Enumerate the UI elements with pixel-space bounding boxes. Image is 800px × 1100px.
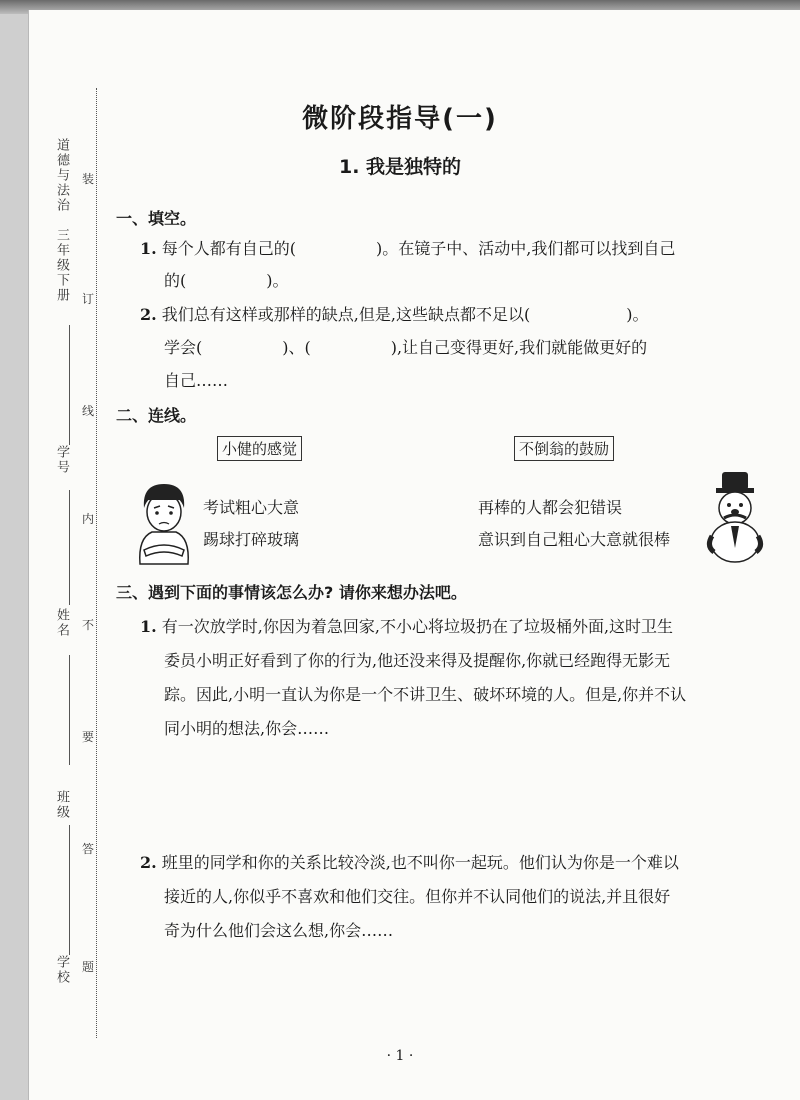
boy-arms-crossed-icon — [134, 478, 194, 566]
q3-2-line-1 — [140, 850, 679, 873]
section-2-heading: 二、连线。 — [116, 406, 197, 425]
q3-2-text-1: 班里的同学和你的关系比较冷淡,也不叫你一起玩。他们认为你是一个难以 — [161, 853, 679, 872]
field-line-class — [69, 655, 70, 765]
q1-2-line-3: 自己…… — [164, 371, 229, 390]
page-title: 微阶段指导(一) — [302, 104, 498, 134]
q1-2-line-1 — [140, 302, 648, 325]
field-class: 班级 — [54, 790, 69, 820]
q3-2-number: 2. — [140, 853, 157, 872]
binding-dotted-line — [96, 88, 97, 1038]
binding-char-1: 装 — [82, 172, 95, 186]
right-column-label: 不倒翁的鼓励 — [514, 436, 614, 461]
field-school: 学校 — [54, 955, 69, 985]
q1-2-text: 我们总有这样或那样的缺点,但是,这些缺点都不足以( )。 — [161, 305, 649, 324]
binding-char-7: 答 — [82, 842, 95, 856]
q1-2-line-2: 学会( )、( ),让自己变得更好,我们就能做更好的 — [164, 338, 648, 357]
right-item-2: 意识到自己粗心大意就很棒 — [478, 530, 671, 549]
q3-2-text-2: 接近的人,你似乎不喜欢和他们交往。但你并不认同他们的说法,并且很好 — [164, 887, 671, 906]
left-item-2: 踢球打碎玻璃 — [203, 530, 300, 549]
q3-1-text-1: 有一次放学时,你因为着急回家,不小心将垃圾扔在了垃圾桶外面,这时卫生 — [161, 617, 674, 636]
field-line-school — [69, 825, 70, 955]
page-number: · 1 · — [386, 1048, 414, 1064]
field-line-student-id — [69, 325, 70, 445]
q3-2-text-3: 奇为什么他们会这么想,你会…… — [164, 921, 394, 940]
left-item-1: 考试粗心大意 — [203, 498, 300, 517]
lesson-title: 1. 我是独特的 — [338, 156, 462, 178]
tumbler-doll-icon — [704, 468, 766, 564]
q1-1-line-2: 的( )。 — [164, 271, 289, 290]
field-student-id: 学号 — [54, 445, 69, 475]
q3-1-number: 1. — [140, 617, 157, 636]
field-line-name — [69, 490, 70, 605]
q3-1-text-2: 委员小明正好看到了你的行为,他还没来得及提醒你,你就已经跑得无影无 — [164, 651, 671, 670]
q3-1-text-3: 踪。因此,小明一直认为你是一个不讲卫生、破坏环境的人。但是,你并不认 — [164, 685, 687, 704]
section-1-heading: 一、填空。 — [116, 209, 197, 228]
binding-char-6: 要 — [82, 730, 95, 744]
q1-1-line-1 — [140, 236, 675, 259]
section-3-heading: 三、遇到下面的事情该怎么办? 请你来想办法吧。 — [116, 583, 467, 602]
book-title-vertical: 道德与法治 三年级下册 — [54, 138, 69, 303]
binding-char-3: 线 — [82, 404, 95, 418]
binding-char-4: 内 — [82, 512, 95, 526]
q3-1-text-4: 同小明的想法,你会…… — [164, 719, 330, 738]
binding-char-8: 题 — [82, 960, 95, 974]
q1-1-text: 每个人都有自己的( )。在镜子中、活动中,我们都可以找到自己 — [161, 239, 676, 258]
binding-char-2: 订 — [82, 292, 95, 306]
q1-2-number: 2. — [140, 305, 157, 324]
field-name: 姓名 — [54, 608, 69, 638]
left-column-label: 小健的感觉 — [217, 436, 302, 461]
q3-1-line-1 — [140, 614, 673, 637]
right-item-1: 再棒的人都会犯错误 — [478, 498, 623, 517]
q1-1-number: 1. — [140, 239, 157, 258]
binding-char-5: 不 — [82, 618, 95, 632]
